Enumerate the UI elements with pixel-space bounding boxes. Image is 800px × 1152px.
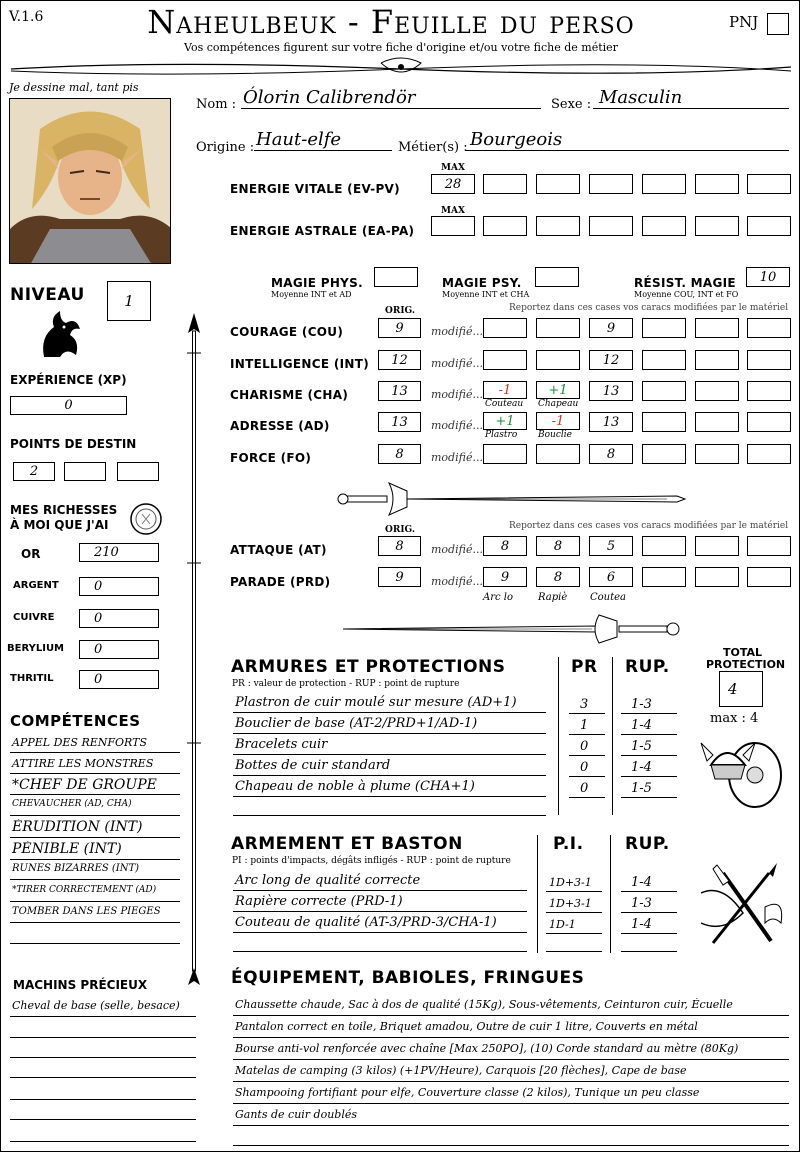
int-mod-6[interactable] — [747, 350, 791, 370]
xp-box[interactable]: 0 — [10, 396, 127, 415]
weapon-item-name: Couteau de qualité (AT-3/PRD-3/CHA-1) — [233, 915, 527, 933]
cou-modifie: modifié... — [431, 325, 483, 338]
weapon-item-rup: 1-3 — [631, 896, 652, 911]
version-label: V.1.6 — [9, 9, 44, 25]
cha-mod-4[interactable] — [642, 381, 686, 401]
equipment-line: Chaussette chaude, Sac à dos de qualité (15Kg), Sous-vêtements, Ceinturon cuir, Écuelle — [233, 998, 789, 1016]
int-mod-3[interactable]: 12 — [589, 350, 633, 370]
destin-box-3[interactable] — [117, 462, 159, 481]
max-protection-text: max : 4 — [710, 711, 759, 726]
berylium-box[interactable]: 0 — [79, 640, 159, 659]
int-modifie: modifié... — [431, 357, 483, 370]
thritil-label: THRITIL — [10, 673, 54, 684]
ev-box-3[interactable] — [589, 174, 633, 194]
armures-col-rup: RUP. — [625, 657, 670, 677]
weapon-note-3: Coutea — [590, 592, 627, 603]
prd-label: PARADE (PRD) — [230, 575, 331, 589]
precious-item: Cheval de base (selle, besace) — [10, 999, 196, 1017]
armor-rup-line — [621, 755, 677, 756]
ev-box-5[interactable] — [695, 174, 739, 194]
magie-psy-label: MAGIE PSY. — [442, 276, 522, 290]
skill-item: *CHEF DE GROUPE — [10, 777, 180, 795]
armor-item-rup: 1-5 — [631, 781, 652, 796]
armement-col-pi: P.I. — [553, 834, 584, 854]
at-modifie: modifié... — [431, 543, 483, 556]
armures-col-divider — [612, 657, 613, 815]
skill-item: ATTIRE LES MONSTRES — [10, 757, 180, 774]
argent-box[interactable]: 0 — [79, 577, 159, 596]
sheet-subtitle: Vos compétences figurent sur votre fiche d'origine et/ou votre fiche de métier — [184, 41, 618, 54]
destin-box-1[interactable]: 2 — [13, 462, 55, 481]
equipment-line: Shampooing fortifiant pour elfe, Couverture classe (2 kilos), Tunique un peu classe — [233, 1086, 789, 1104]
pnj-label: PNJ — [729, 13, 759, 31]
int-mod-1[interactable] — [483, 350, 527, 370]
machins-label: MACHINS PRÉCIEUX — [13, 978, 148, 992]
prd-modifie: modifié... — [431, 575, 483, 588]
niveau-box[interactable]: 1 — [107, 281, 151, 321]
weapon-pi-line — [546, 933, 602, 934]
dragon-icon — [36, 307, 84, 363]
armor-item-pr: 3 — [580, 697, 589, 712]
equipment-empty-line — [233, 1145, 789, 1146]
at-mod-2[interactable]: 8 — [536, 536, 580, 556]
ea-box-3[interactable] — [589, 216, 633, 236]
int-label: INTELLIGENCE (INT) — [230, 357, 369, 371]
cou-mod-2[interactable] — [536, 318, 580, 338]
armement-subtitle: PI : points d'impacts, dégâts infligés - RUP : point de rupture — [232, 856, 511, 866]
cou-label: COURAGE (COU) — [230, 325, 344, 339]
armor-item-pr: 1 — [580, 718, 589, 733]
weapon-note-1: Arc lo — [483, 592, 513, 603]
ad-orig[interactable]: 13 — [378, 412, 421, 432]
report-note: Reportez dans ces cases vos caracs modifiées par le matériel — [509, 303, 789, 313]
weapon-item-name: Arc long de qualité correcte — [233, 873, 527, 891]
resist-magie-box[interactable]: 10 — [746, 267, 790, 287]
nom-field[interactable]: Ólorin Calibrendör — [241, 87, 541, 109]
skill-item: ÉRUDITION (INT) — [10, 819, 180, 838]
at-mod-1[interactable]: 8 — [483, 536, 527, 556]
ad-mod-2[interactable]: -1 — [536, 412, 580, 430]
armor-pr-line — [569, 776, 605, 777]
fo-mod-4[interactable] — [642, 444, 686, 464]
equipement-title: ÉQUIPEMENT, BABIOLES, FRINGUES — [231, 968, 585, 988]
armement-col-rup: RUP. — [625, 834, 670, 854]
header-ornament — [1, 55, 800, 81]
precious-empty-line — [10, 1077, 196, 1078]
cha-note-2: Chapeau — [538, 399, 579, 409]
magie-psy-sub: Moyenne INT et CHA — [442, 290, 530, 299]
prd-mod-5[interactable] — [695, 567, 739, 587]
combat-orig-label: ORIG. — [385, 525, 416, 535]
crossed-weapons-icon — [693, 853, 793, 953]
weapon-rup-line — [621, 912, 677, 913]
armor-rup-line — [621, 713, 677, 714]
origine-label: Origine : — [196, 140, 255, 155]
cha-mod-6[interactable] — [747, 381, 791, 401]
int-mod-4[interactable] — [642, 350, 686, 370]
ea-box-1[interactable] — [483, 216, 527, 236]
cha-orig[interactable]: 13 — [378, 381, 421, 401]
armor-item-pr: 0 — [580, 781, 589, 796]
armures-subtitle: PR : valeur de protection - RUP : point de rupture — [232, 679, 460, 689]
ad-note-1: Plastro — [485, 430, 518, 440]
ea-box-4[interactable] — [642, 216, 686, 236]
cou-mod-5[interactable] — [695, 318, 739, 338]
ev-box-6[interactable] — [747, 174, 791, 194]
weapon-pi-line — [546, 891, 602, 892]
ea-max-box[interactable] — [431, 216, 475, 236]
ad-mod-3[interactable]: 13 — [589, 412, 633, 432]
armor-empty-line — [233, 815, 546, 816]
cou-orig[interactable]: 9 — [378, 318, 421, 338]
resist-magie-sub: Moyenne COU, INT et FO — [634, 290, 739, 299]
precious-empty-line — [10, 1099, 196, 1100]
int-orig[interactable]: 12 — [378, 350, 421, 370]
cou-mod-4[interactable] — [642, 318, 686, 338]
weapon-item-name: Rapière correcte (PRD-1) — [233, 894, 527, 912]
armor-rup-line — [621, 734, 677, 735]
total-protection-box[interactable]: 4 — [719, 671, 763, 707]
ea-box-2[interactable] — [536, 216, 580, 236]
skill-item: APPEL DES RENFORTS — [10, 736, 180, 753]
cuivre-box[interactable]: 0 — [79, 609, 159, 628]
armor-rup-line — [621, 797, 677, 798]
weapon-pi-line — [546, 912, 602, 913]
ad-label: ADRESSE (AD) — [230, 419, 330, 433]
fo-label: FORCE (FO) — [230, 451, 312, 465]
cha-mod-1[interactable]: -1 — [483, 381, 527, 399]
cou-mod-3[interactable]: 9 — [589, 318, 633, 338]
magie-phys-sub: Moyenne INT et AD — [271, 290, 352, 299]
ev-box-1[interactable] — [483, 174, 527, 194]
weapon-item-pi: 1D+3-1 — [549, 876, 592, 889]
cha-mod-2[interactable]: +1 — [536, 381, 580, 399]
argent-label: ARGENT — [13, 580, 59, 591]
armor-item-name: Chapeau de noble à plume (CHA+1) — [233, 779, 546, 797]
origine-field[interactable]: Haut-elfe — [254, 129, 392, 151]
weapon-note-2: Rapiè — [538, 592, 568, 603]
coin-icon — [129, 502, 163, 536]
armor-pr-line — [569, 755, 605, 756]
ea-max-label: MAX — [441, 206, 465, 216]
weapon-empty-line — [233, 951, 527, 952]
sexe-field[interactable]: Masculin — [593, 87, 789, 109]
weapon-item-pi: 1D+3-1 — [549, 897, 592, 910]
prd-mod-4[interactable] — [642, 567, 686, 587]
weapon-item-pi: 1D-1 — [549, 918, 576, 931]
at-orig[interactable]: 8 — [378, 536, 421, 556]
equipment-line: Bourse anti-vol renforcée avec chaîne [Max 250PO], (10) Corde standard au mètre (80Kg) — [233, 1042, 789, 1060]
precious-empty-line — [10, 1057, 196, 1058]
at-label: ATTAQUE (AT) — [230, 543, 327, 557]
armor-item-rup: 1-4 — [631, 760, 652, 775]
int-mod-2[interactable] — [536, 350, 580, 370]
competences-label: COMPÉTENCES — [10, 712, 141, 730]
fo-mod-3[interactable]: 8 — [589, 444, 633, 464]
richesses-label-2: À MOI QUE J'AI — [10, 518, 109, 532]
cou-mod-1[interactable] — [483, 318, 527, 338]
thritil-box[interactable]: 0 — [79, 670, 159, 689]
cha-mod-5[interactable] — [695, 381, 739, 401]
skill-item: CHEVAUCHER (AD, CHA) — [10, 799, 180, 816]
equipment-line: Pantalon correct en toile, Briquet amadou, Outre de cuir 1 litre, Couverts en métal — [233, 1020, 789, 1038]
armor-item-pr: 0 — [580, 739, 589, 754]
weapon-rup-line — [621, 891, 677, 892]
armor-item-name: Bottes de cuir standard — [233, 758, 546, 776]
prd-orig[interactable]: 9 — [378, 567, 421, 587]
destin-label: POINTS DE DESTIN — [10, 437, 137, 451]
precious-empty-line — [10, 1119, 196, 1120]
spear-divider — [183, 313, 205, 993]
ev-max-label: MAX — [441, 163, 465, 173]
armures-col-pr: PR — [571, 657, 598, 677]
berylium-label: BERYLIUM — [7, 643, 65, 654]
armor-pr-line — [569, 713, 605, 714]
metier-field[interactable]: Bourgeois — [466, 129, 789, 151]
armor-item-rup: 1-5 — [631, 739, 652, 754]
at-mod-6[interactable] — [747, 536, 791, 556]
destin-box-2[interactable] — [64, 462, 106, 481]
weapon-empty-line — [621, 951, 677, 952]
prd-mod-3[interactable]: 6 — [589, 567, 633, 587]
precious-empty-line — [10, 1141, 196, 1142]
weapon-empty-line — [546, 951, 602, 952]
or-box[interactable]: 210 — [79, 543, 159, 562]
fo-mod-1[interactable] — [483, 444, 527, 464]
sword-divider-1 — [337, 479, 687, 519]
ad-mod-5[interactable] — [695, 412, 739, 432]
ad-note-2: Bouclie — [538, 430, 572, 440]
sheet-title: Naheulbeuk - Feuille du perso — [147, 3, 635, 41]
magie-psy-box[interactable] — [535, 267, 579, 287]
magie-phys-box[interactable] — [374, 267, 418, 287]
cha-mod-3[interactable]: 13 — [589, 381, 633, 401]
prd-mod-2[interactable]: 8 — [536, 567, 580, 587]
fo-mod-6[interactable] — [747, 444, 791, 464]
armures-title: ARMURES ET PROTECTIONS — [231, 657, 506, 677]
equipment-line: Gants de cuir doublés — [233, 1108, 789, 1126]
metier-label: Métier(s) : — [398, 140, 468, 155]
armor-pr-line — [569, 734, 605, 735]
ad-modifie: modifié... — [431, 419, 483, 432]
character-portrait — [9, 98, 171, 264]
weapon-item-rup: 1-4 — [631, 917, 652, 932]
sexe-label: Sexe : — [551, 97, 592, 112]
ev-max-box[interactable]: 28 — [431, 174, 475, 194]
ev-label: ENERGIE VITALE (EV-PV) — [230, 182, 400, 196]
int-mod-5[interactable] — [695, 350, 739, 370]
fo-mod-2[interactable] — [536, 444, 580, 464]
nom-label: Nom : — [196, 97, 237, 112]
ad-mod-6[interactable] — [747, 412, 791, 432]
ad-mod-1[interactable]: +1 — [483, 412, 527, 430]
at-mod-5[interactable] — [695, 536, 739, 556]
armor-pr-line — [569, 797, 605, 798]
armor-item-rup: 1-4 — [631, 718, 652, 733]
armures-col-divider — [558, 657, 559, 815]
fo-mod-5[interactable] — [695, 444, 739, 464]
cou-mod-6[interactable] — [747, 318, 791, 338]
helmet-shield-icon — [697, 725, 787, 815]
at-mod-3[interactable]: 5 — [589, 536, 633, 556]
orig-label: ORIG. — [385, 306, 416, 316]
fo-modifie: modifié... — [431, 451, 483, 464]
ea-box-6[interactable] — [747, 216, 791, 236]
xp-label: EXPÉRIENCE (XP) — [10, 373, 127, 387]
magie-phys-label: MAGIE PHYS. — [271, 276, 363, 290]
armor-item-name: Bouclier de base (AT-2/PRD+1/AD-1) — [233, 716, 546, 734]
skill-empty-line — [10, 943, 180, 944]
sword-divider-2 — [337, 611, 687, 647]
precious-empty-line — [10, 1037, 196, 1038]
niveau-label: NIVEAU — [10, 285, 85, 305]
ea-box-5[interactable] — [695, 216, 739, 236]
weapon-item-rup: 1-4 — [631, 875, 652, 890]
pnj-checkbox[interactable] — [767, 13, 789, 35]
total-protection-label-1: TOTAL — [723, 646, 763, 659]
prd-mod-1[interactable]: 9 — [483, 567, 527, 587]
armement-col-divider — [537, 835, 538, 953]
armement-title: ARMEMENT ET BASTON — [231, 834, 463, 854]
skill-item: TOMBER DANS LES PIÈGES — [10, 906, 180, 923]
equipment-line: Matelas de camping (3 kilos) (+1PV/Heure), Carquois [20 flèches], Cape de base — [233, 1064, 789, 1082]
weapon-rup-line — [621, 933, 677, 934]
prd-mod-6[interactable] — [747, 567, 791, 587]
skill-item: PÉNIBLE (INT) — [10, 841, 180, 860]
cha-label: CHARISME (CHA) — [230, 388, 349, 402]
or-label: OR — [21, 547, 41, 561]
portrait-caption: Je dessine mal, tant pis — [9, 81, 139, 94]
cha-modifie: modifié... — [431, 388, 483, 401]
armor-item-name: Bracelets cuir — [233, 737, 546, 755]
ea-label: ENERGIE ASTRALE (EA-PA) — [230, 224, 415, 238]
total-protection-label-2: PROTECTION — [706, 658, 786, 671]
ev-box-2[interactable] — [536, 174, 580, 194]
armor-item-rup: 1-3 — [631, 697, 652, 712]
armor-item-pr: 0 — [580, 760, 589, 775]
ev-box-4[interactable] — [642, 174, 686, 194]
cuivre-label: CUIVRE — [13, 612, 55, 623]
at-mod-4[interactable] — [642, 536, 686, 556]
ad-mod-4[interactable] — [642, 412, 686, 432]
resist-magie-label: RÉSIST. MAGIE — [634, 276, 736, 290]
fo-orig[interactable]: 8 — [378, 444, 421, 464]
combat-report-note: Reportez dans ces cases vos caracs modifiées par le matériel — [509, 521, 789, 531]
skill-item: *TIRER CORRECTEMENT (AD) — [10, 885, 180, 902]
armor-item-name: Plastron de cuir moulé sur mesure (AD+1) — [233, 695, 546, 713]
armement-col-divider — [610, 835, 611, 953]
armor-rup-line — [621, 776, 677, 777]
richesses-label-1: MES RICHESSES — [10, 503, 118, 517]
skill-item: RUNES BIZARRES (INT) — [10, 863, 180, 880]
cha-note-1: Couteau — [485, 399, 524, 409]
